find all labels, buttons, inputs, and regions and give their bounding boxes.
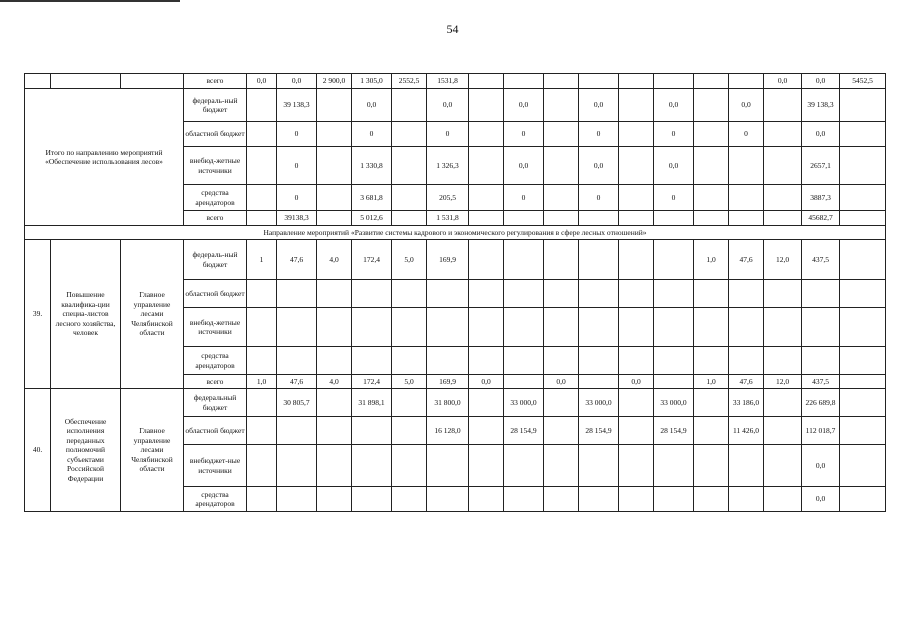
value-cell — [504, 240, 544, 280]
value-cell — [247, 185, 277, 211]
value-cell: 1 330,8 — [352, 147, 392, 185]
value-cell: 28 154,9 — [654, 417, 694, 445]
value-cell: 0,0 — [247, 74, 277, 89]
value-cell — [764, 280, 802, 308]
value-cell: 172,4 — [352, 375, 392, 389]
value-cell: 3 681,8 — [352, 185, 392, 211]
value-cell — [317, 89, 352, 122]
value-cell — [317, 487, 352, 512]
value-cell: 33 000,0 — [579, 389, 619, 417]
value-cell — [579, 445, 619, 487]
value-cell — [427, 308, 469, 347]
value-cell — [840, 487, 886, 512]
value-cell — [694, 122, 729, 147]
value-cell — [619, 280, 654, 308]
value-cell — [247, 445, 277, 487]
value-cell — [579, 347, 619, 375]
source-cell: федераль-ный бюджет — [184, 89, 247, 122]
value-cell — [317, 280, 352, 308]
value-cell — [544, 308, 579, 347]
value-cell — [392, 211, 427, 226]
value-cell: 3887,3 — [802, 185, 840, 211]
source-cell: внебюджет-ные источники — [184, 445, 247, 487]
value-cell: 5452,5 — [840, 74, 886, 89]
item-org: Главное управление лесами Челябинской области — [121, 240, 184, 389]
value-cell — [764, 147, 802, 185]
value-cell: 0,0 — [504, 147, 544, 185]
value-cell: 30 805,7 — [277, 389, 317, 417]
value-cell — [469, 308, 504, 347]
value-cell — [694, 445, 729, 487]
value-cell — [729, 347, 764, 375]
item-org: Главное управление лесами Челябинской области — [121, 389, 184, 512]
value-cell — [840, 89, 886, 122]
value-cell: 0 — [579, 122, 619, 147]
source-cell: всего — [184, 375, 247, 389]
value-cell — [654, 445, 694, 487]
value-cell: 12,0 — [764, 375, 802, 389]
value-cell — [427, 347, 469, 375]
value-cell — [764, 308, 802, 347]
group-title: Итого по направлению мероприятий «Обеспечение использования лесов» — [25, 89, 184, 226]
value-cell: 0,0 — [802, 122, 840, 147]
value-cell — [654, 347, 694, 375]
value-cell: 0,0 — [427, 89, 469, 122]
value-cell — [579, 308, 619, 347]
value-cell — [469, 487, 504, 512]
empty-cell — [51, 74, 121, 89]
value-cell: 437,5 — [802, 375, 840, 389]
value-cell: 1,0 — [694, 375, 729, 389]
value-cell — [277, 308, 317, 347]
value-cell — [469, 89, 504, 122]
value-cell — [469, 240, 504, 280]
value-cell: 0,0 — [802, 445, 840, 487]
value-cell: 0 — [277, 185, 317, 211]
value-cell — [352, 280, 392, 308]
table-row — [25, 74, 886, 89]
item-number: 40. — [25, 389, 51, 512]
value-cell — [277, 417, 317, 445]
value-cell — [694, 487, 729, 512]
value-cell — [392, 347, 427, 375]
value-cell — [694, 185, 729, 211]
value-cell — [392, 122, 427, 147]
value-cell: 0,0 — [352, 89, 392, 122]
value-cell — [579, 487, 619, 512]
source-cell: областной бюджет — [184, 417, 247, 445]
value-cell — [619, 389, 654, 417]
value-cell — [840, 211, 886, 226]
value-cell: 39 138,3 — [802, 89, 840, 122]
value-cell: 1,0 — [247, 375, 277, 389]
source-cell: средства арендаторов — [184, 487, 247, 512]
value-cell — [544, 280, 579, 308]
value-cell: 28 154,9 — [579, 417, 619, 445]
value-cell — [729, 211, 764, 226]
value-cell — [469, 211, 504, 226]
source-cell: федеральный бюджет — [184, 389, 247, 417]
value-cell: 0,0 — [619, 375, 654, 389]
value-cell — [544, 445, 579, 487]
value-cell — [729, 74, 764, 89]
source-cell: внебюд-жетные источники — [184, 308, 247, 347]
value-cell — [544, 147, 579, 185]
value-cell — [277, 280, 317, 308]
value-cell — [764, 417, 802, 445]
value-cell: 0 — [277, 122, 317, 147]
value-cell — [840, 147, 886, 185]
value-cell — [544, 389, 579, 417]
value-cell — [544, 89, 579, 122]
value-cell — [317, 445, 352, 487]
value-cell — [427, 280, 469, 308]
value-cell — [544, 122, 579, 147]
value-cell: 112 018,7 — [802, 417, 840, 445]
value-cell — [504, 487, 544, 512]
value-cell — [247, 347, 277, 375]
value-cell — [317, 417, 352, 445]
empty-cell — [25, 74, 51, 89]
value-cell: 47,6 — [729, 240, 764, 280]
value-cell — [392, 417, 427, 445]
value-cell — [802, 280, 840, 308]
value-cell — [504, 347, 544, 375]
value-cell: 0,0 — [544, 375, 579, 389]
value-cell — [317, 389, 352, 417]
value-cell — [764, 122, 802, 147]
value-cell — [392, 308, 427, 347]
value-cell: 2 900,0 — [317, 74, 352, 89]
value-cell — [277, 347, 317, 375]
value-cell — [247, 417, 277, 445]
value-cell — [729, 280, 764, 308]
value-cell — [504, 211, 544, 226]
value-cell — [694, 89, 729, 122]
source-cell: средства арендаторов — [184, 347, 247, 375]
value-cell — [469, 122, 504, 147]
value-cell — [579, 74, 619, 89]
value-cell: 1 326,3 — [427, 147, 469, 185]
value-cell — [619, 185, 654, 211]
value-cell: 47,6 — [729, 375, 764, 389]
value-cell — [247, 89, 277, 122]
value-cell — [317, 122, 352, 147]
page-number: 54 — [446, 22, 459, 36]
value-cell: 47,6 — [277, 375, 317, 389]
value-cell — [840, 347, 886, 375]
source-cell: всего — [184, 74, 247, 89]
value-cell: 31 800,0 — [427, 389, 469, 417]
value-cell — [729, 308, 764, 347]
value-cell: 226 689,8 — [802, 389, 840, 417]
value-cell — [392, 89, 427, 122]
value-cell: 0 — [277, 147, 317, 185]
value-cell — [729, 147, 764, 185]
value-cell — [352, 417, 392, 445]
value-cell — [840, 445, 886, 487]
value-cell — [579, 211, 619, 226]
source-cell: областной бюджет — [184, 280, 247, 308]
value-cell: 5 012,6 — [352, 211, 392, 226]
value-cell — [247, 211, 277, 226]
value-cell: 0,0 — [504, 89, 544, 122]
value-cell — [469, 389, 504, 417]
value-cell: 2552,5 — [392, 74, 427, 89]
value-cell — [317, 211, 352, 226]
value-cell: 0,0 — [654, 89, 694, 122]
value-cell — [504, 375, 544, 389]
value-cell — [840, 185, 886, 211]
value-cell — [469, 417, 504, 445]
value-cell — [694, 211, 729, 226]
value-cell — [247, 308, 277, 347]
value-cell: 0,0 — [579, 147, 619, 185]
value-cell: 5,0 — [392, 240, 427, 280]
value-cell: 0,0 — [802, 74, 840, 89]
empty-cell — [121, 74, 184, 89]
value-cell — [694, 347, 729, 375]
value-cell — [247, 280, 277, 308]
value-cell: 47,6 — [277, 240, 317, 280]
value-cell — [392, 185, 427, 211]
source-cell: областной бюджет — [184, 122, 247, 147]
value-cell — [619, 89, 654, 122]
value-cell — [352, 347, 392, 375]
value-cell — [352, 445, 392, 487]
value-cell: 33 000,0 — [504, 389, 544, 417]
value-cell — [392, 445, 427, 487]
value-cell — [840, 417, 886, 445]
value-cell — [579, 280, 619, 308]
value-cell: 0 — [504, 185, 544, 211]
value-cell — [317, 147, 352, 185]
table-row — [25, 389, 886, 417]
value-cell: 33 000,0 — [654, 389, 694, 417]
value-cell — [764, 211, 802, 226]
value-cell — [840, 389, 886, 417]
value-cell — [694, 280, 729, 308]
value-cell — [544, 347, 579, 375]
value-cell — [654, 308, 694, 347]
value-cell — [544, 417, 579, 445]
table-row — [25, 240, 886, 280]
value-cell — [619, 487, 654, 512]
value-cell: 16 128,0 — [427, 417, 469, 445]
value-cell — [619, 240, 654, 280]
value-cell: 31 898,1 — [352, 389, 392, 417]
value-cell — [764, 389, 802, 417]
source-cell: внебюд-жетные источники — [184, 147, 247, 185]
value-cell — [654, 487, 694, 512]
value-cell: 0 — [352, 122, 392, 147]
value-cell — [694, 389, 729, 417]
value-cell — [504, 280, 544, 308]
value-cell — [469, 185, 504, 211]
value-cell — [840, 122, 886, 147]
value-cell — [469, 445, 504, 487]
value-cell: 1 531,8 — [427, 211, 469, 226]
value-cell: 0,0 — [469, 375, 504, 389]
value-cell: 172,4 — [352, 240, 392, 280]
value-cell — [247, 389, 277, 417]
value-cell: 0,0 — [729, 89, 764, 122]
value-cell — [694, 308, 729, 347]
value-cell — [654, 74, 694, 89]
value-cell: 0 — [504, 122, 544, 147]
value-cell: 0 — [579, 185, 619, 211]
value-cell — [317, 185, 352, 211]
value-cell — [469, 74, 504, 89]
value-cell — [247, 147, 277, 185]
value-cell — [694, 417, 729, 445]
value-cell: 0 — [729, 122, 764, 147]
value-cell: 39138,3 — [277, 211, 317, 226]
value-cell: 1531,8 — [427, 74, 469, 89]
value-cell: 45682,7 — [802, 211, 840, 226]
value-cell — [654, 240, 694, 280]
value-cell — [317, 347, 352, 375]
value-cell: 205,5 — [427, 185, 469, 211]
value-cell — [579, 375, 619, 389]
value-cell — [504, 445, 544, 487]
value-cell — [544, 185, 579, 211]
value-cell: 4,0 — [317, 240, 352, 280]
value-cell — [392, 389, 427, 417]
value-cell — [764, 185, 802, 211]
value-cell: 12,0 — [764, 240, 802, 280]
value-cell: 4,0 — [317, 375, 352, 389]
value-cell: 33 186,0 — [729, 389, 764, 417]
value-cell — [544, 74, 579, 89]
value-cell — [619, 445, 654, 487]
value-cell — [427, 487, 469, 512]
value-cell: 169,9 — [427, 240, 469, 280]
value-cell: 1,0 — [694, 240, 729, 280]
value-cell — [469, 347, 504, 375]
value-cell: 0,0 — [764, 74, 802, 89]
value-cell — [619, 122, 654, 147]
value-cell — [392, 280, 427, 308]
value-cell — [544, 240, 579, 280]
table-row — [25, 89, 886, 122]
source-cell: федераль-ный бюджет — [184, 240, 247, 280]
source-cell: всего — [184, 211, 247, 226]
value-cell: 1 — [247, 240, 277, 280]
value-cell — [277, 487, 317, 512]
value-cell — [427, 445, 469, 487]
value-cell: 28 154,9 — [504, 417, 544, 445]
value-cell — [654, 211, 694, 226]
value-cell: 0 — [427, 122, 469, 147]
value-cell — [619, 211, 654, 226]
value-cell — [247, 122, 277, 147]
value-cell — [469, 147, 504, 185]
value-cell: 2657,1 — [802, 147, 840, 185]
value-cell — [392, 487, 427, 512]
value-cell — [317, 308, 352, 347]
value-cell — [247, 487, 277, 512]
value-cell — [654, 375, 694, 389]
value-cell — [619, 308, 654, 347]
value-cell — [840, 280, 886, 308]
value-cell — [619, 417, 654, 445]
value-cell — [504, 74, 544, 89]
value-cell — [840, 240, 886, 280]
value-cell — [277, 445, 317, 487]
value-cell — [764, 445, 802, 487]
value-cell: 437,5 — [802, 240, 840, 280]
value-cell: 0 — [654, 185, 694, 211]
value-cell: 1 305,0 — [352, 74, 392, 89]
value-cell — [544, 487, 579, 512]
value-cell — [619, 147, 654, 185]
value-cell: 0,0 — [654, 147, 694, 185]
value-cell — [840, 375, 886, 389]
value-cell — [840, 308, 886, 347]
value-cell — [579, 240, 619, 280]
value-cell — [654, 280, 694, 308]
value-cell — [764, 89, 802, 122]
value-cell — [729, 185, 764, 211]
value-cell — [619, 347, 654, 375]
value-cell — [619, 74, 654, 89]
value-cell — [544, 211, 579, 226]
direction-title: Направление мероприятий «Развитие системы кадрового и экономического регулирования в сфере лесных отношений» — [25, 226, 886, 240]
budget-table — [24, 73, 886, 512]
item-number: 39. — [25, 240, 51, 389]
value-cell — [694, 147, 729, 185]
value-cell: 0,0 — [802, 487, 840, 512]
value-cell: 0 — [654, 122, 694, 147]
value-cell — [352, 487, 392, 512]
item-name: Обеспечение исполнения переданных полномочий субъектами Российской Федерации — [51, 389, 121, 512]
source-cell: средства арендаторов — [184, 185, 247, 211]
value-cell — [802, 347, 840, 375]
value-cell: 0,0 — [277, 74, 317, 89]
value-cell — [392, 147, 427, 185]
value-cell — [802, 308, 840, 347]
value-cell: 11 426,0 — [729, 417, 764, 445]
value-cell — [764, 347, 802, 375]
scan-edge-line — [0, 0, 180, 2]
value-cell — [352, 308, 392, 347]
value-cell — [729, 487, 764, 512]
value-cell — [504, 308, 544, 347]
value-cell — [694, 74, 729, 89]
value-cell: 39 138,3 — [277, 89, 317, 122]
value-cell — [764, 487, 802, 512]
table-row — [25, 226, 886, 240]
value-cell: 169,9 — [427, 375, 469, 389]
value-cell: 5,0 — [392, 375, 427, 389]
item-name: Повышение квалифика-ции специа-листов лесного хозяйства, человек — [51, 240, 121, 389]
value-cell — [469, 280, 504, 308]
value-cell: 0,0 — [579, 89, 619, 122]
value-cell — [729, 445, 764, 487]
